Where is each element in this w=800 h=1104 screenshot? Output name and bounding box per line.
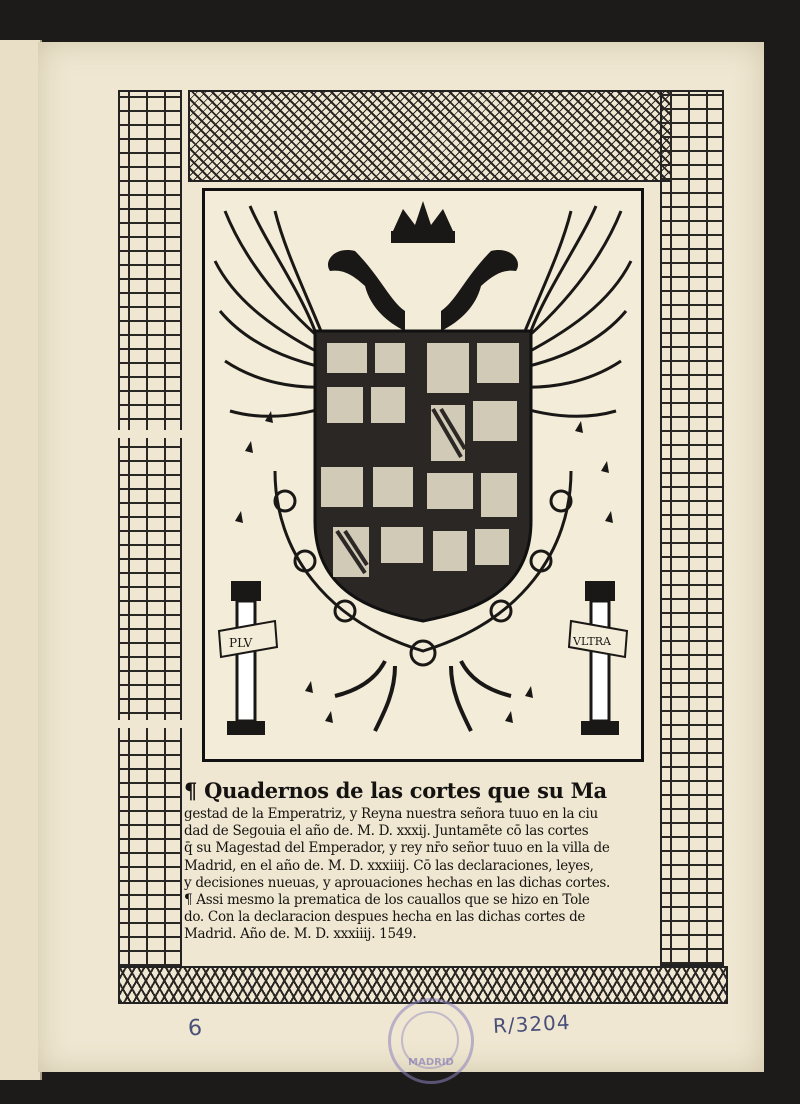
left-border-divider-2 [118, 720, 182, 728]
body-line: q̄ su Magestad del Emperador, y rey nr̄o señor tuuo en la villa de [184, 840, 610, 857]
pillar-right-icon [569, 581, 627, 735]
library-stamp-icon [388, 998, 474, 1084]
left-pillar-motto: PLV [229, 636, 253, 650]
book-page [38, 42, 764, 1072]
facing-page-edge [0, 40, 42, 1080]
stamp-label: MADRID [408, 1057, 454, 1068]
right-pillar-motto: VLTRA [573, 635, 611, 648]
right-ornamental-border [660, 90, 724, 966]
handwritten-number: 6 [187, 1015, 203, 1042]
handwritten-shelfmark: R/3204 [492, 1009, 572, 1039]
eagle-talons-icon [335, 661, 511, 731]
body-line: Madrid. Año de. M. D. xxxiiij. 1549. [184, 926, 417, 943]
double-headed-eagle-illustration [205, 191, 641, 759]
body-line: do. Con la declaracion despues hecha en las dichas cortes de [184, 909, 586, 926]
body-line: gestad de la Emperatriz, y Reyna nuestra señora tuuo en la ciu [184, 806, 598, 822]
title-line: ¶ Quadernos de las cortes que su Ma [184, 778, 607, 803]
left-border-divider [118, 430, 182, 438]
body-line: ¶ Assi mesmo la prematica de los cauallos que se hizo en Tole [184, 892, 590, 909]
heraldic-shield-icon [315, 331, 531, 621]
body-line: dad de Segouia el año de. M. D. xxxij. Juntamēte cō las cortes [184, 823, 589, 840]
body-line: y decisiones nueuas, y aprouaciones hechas en las dichas cortes. [184, 874, 611, 891]
crown-icon [391, 201, 455, 243]
coat-of-arms-woodcut [202, 188, 644, 762]
title-text-block [184, 778, 662, 944]
top-ornamental-border [188, 90, 672, 182]
ornamental-frame [118, 90, 724, 1004]
body-line: Madrid, en el año de. M. D. xxxiiij. Cō las declaraciones, leyes, [184, 857, 594, 874]
left-ornamental-border [118, 90, 182, 968]
pillar-left-icon [219, 581, 277, 735]
eagle-heads-icon [328, 250, 518, 331]
